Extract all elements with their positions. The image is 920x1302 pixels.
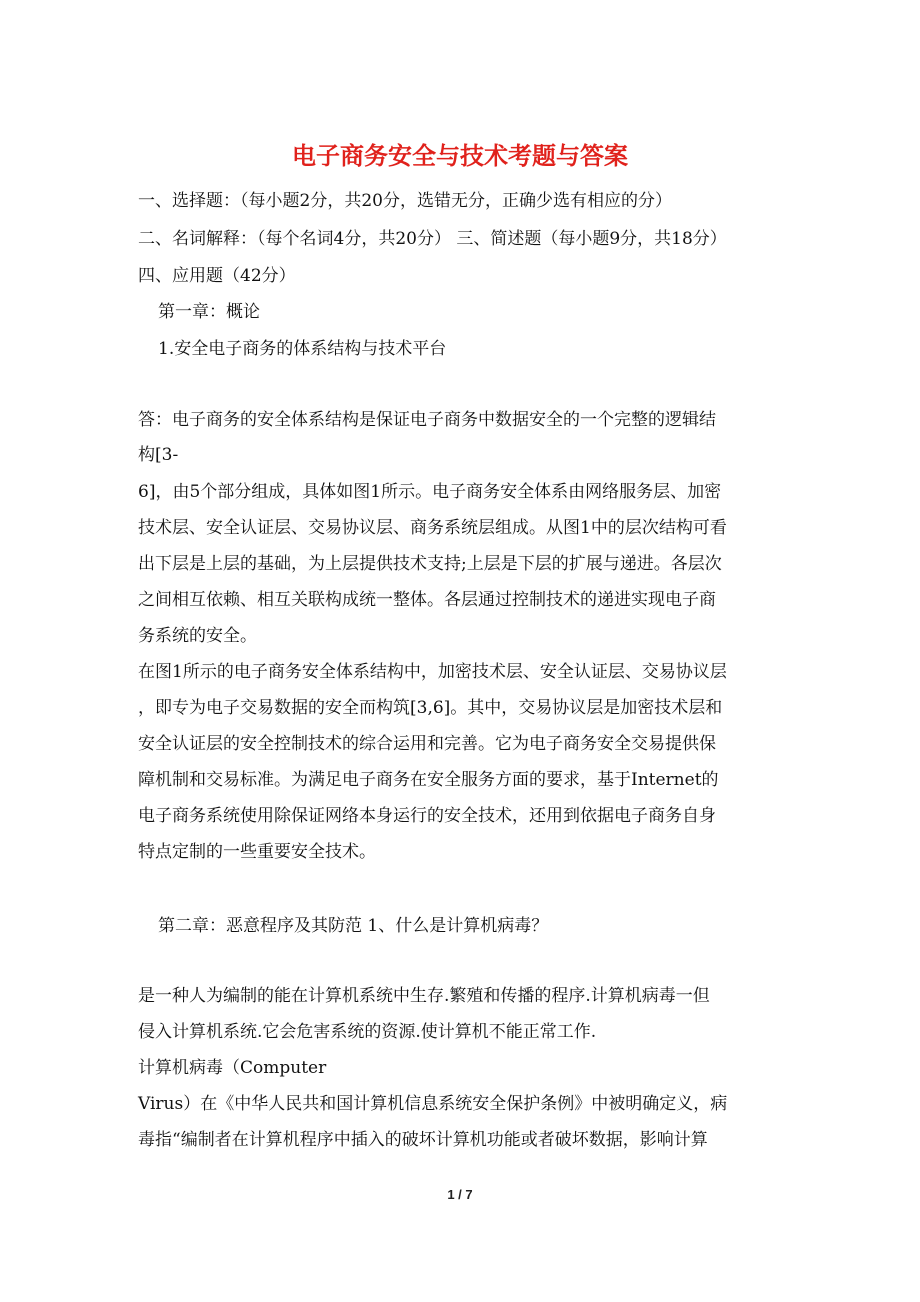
paragraph-line: 之间相互依赖、相互关联构成统一整体。各层通过控制技术的递进实现电子商 <box>138 590 716 610</box>
paragraph-line: 侵入计算机系统.它会危害系统的资源.使计算机不能正常工作. <box>138 1022 597 1042</box>
document-title: 电子商务安全与技术考题与答案 <box>292 141 628 170</box>
chapter-heading-1: 第一章：概论 <box>158 302 260 322</box>
paragraph-line: 构[3- <box>138 445 179 465</box>
paragraph-line: 答：电子商务的安全体系结构是保证电子商务中数据安全的一个完整的逻辑结 <box>138 410 716 430</box>
exam-section-application: 四、应用题（42分） <box>138 266 296 286</box>
paragraph-line: Virus）在《中华人民共和国计算机信息系统安全保护条例》中被明确定义，病 <box>138 1094 728 1114</box>
chapter-heading-2: 第二章：恶意程序及其防范 1、什么是计算机病毒？ <box>158 916 549 936</box>
page-number: 1 / 7 <box>447 1187 473 1202</box>
paragraph-line: 务系统的安全。 <box>138 626 257 646</box>
paragraph-line: 障机制和交易标准。为满足电子商务在安全服务方面的要求，基于Internet的 <box>138 770 719 790</box>
paragraph-line: 安全认证层的安全控制技术的综合运用和完善。它为电子商务安全交易提供保 <box>138 734 716 754</box>
paragraph-line: ，即专为电子交易数据的安全而构筑[3,6]。其中，交易协议层是加密技术层和 <box>138 698 723 718</box>
exam-section-terms-short: 二、名词解释：（每个名词4分，共20分） 三、简述题（每小题9分，共18分） <box>138 229 727 249</box>
paragraph-line: 在图1所示的电子商务安全体系结构中，加密技术层、安全认证层、交易协议层 <box>138 662 727 682</box>
paragraph-line: 6]，由5个部分组成，具体如图1所示。电子商务安全体系由网络服务层、加密 <box>138 482 722 502</box>
paragraph-line: 技术层、安全认证层、交易协议层、商务系统层组成。从图1中的层次结构可看 <box>138 518 727 538</box>
paragraph-line: 电子商务系统使用除保证网络本身运行的安全技术，还用到依据电子商务自身 <box>138 806 716 826</box>
question-heading: 1.安全电子商务的体系结构与技术平台 <box>158 339 447 359</box>
paragraph-line: 是一种人为编制的能在计算机系统中生存.繁殖和传播的程序.计算机病毒一但 <box>138 986 710 1006</box>
exam-section-choice: 一、选择题：（每小题2分，共20分，选错无分，正确少选有相应的分） <box>138 191 672 211</box>
paragraph-line: 毒指“编制者在计算机程序中插入的破坏计算机功能或者破坏数据，影响计算 <box>138 1130 708 1150</box>
paragraph-line: 特点定制的一些重要安全技术。 <box>138 842 376 862</box>
paragraph-line: 计算机病毒（Computer <box>138 1058 327 1078</box>
paragraph-line: 出下层是上层的基础，为上层提供技术支持;上层是下层的扩展与递进。各层次 <box>138 554 722 574</box>
